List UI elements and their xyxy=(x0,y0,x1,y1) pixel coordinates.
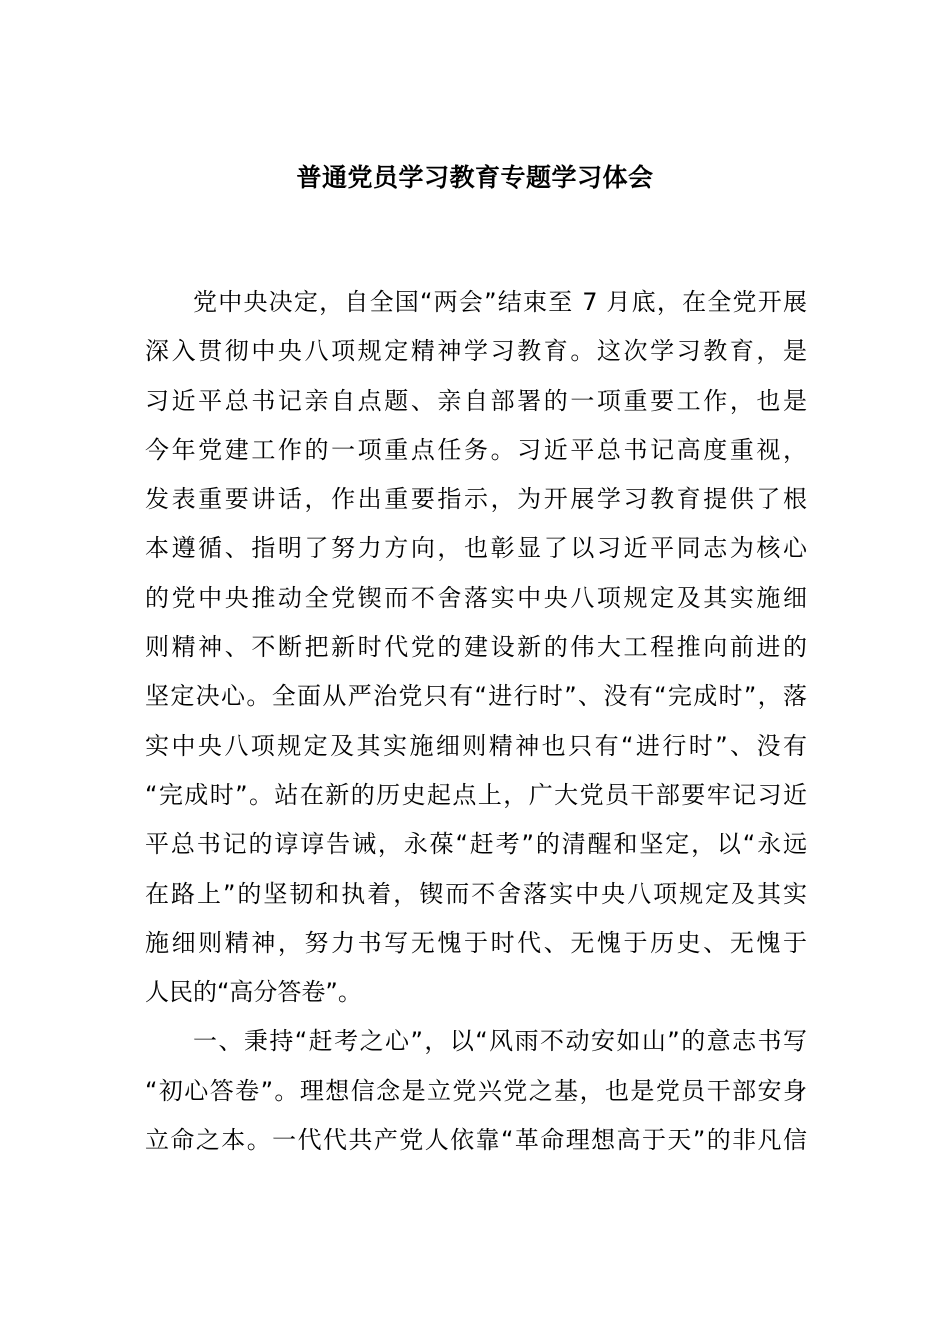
paragraph-1-line-6: 本遵循、指明了努力方向，也彰显了以习近平同志为核心 xyxy=(145,534,807,563)
paragraph-2-line-3: 立命之本。一代代共产党人依靠“革命理想高于天”的非凡信 xyxy=(145,1126,807,1155)
document-title: 普通党员学习教育专题学习体会 xyxy=(296,163,654,192)
paragraph-1-line-9: 坚定决心。全面从严治党只有“进行时”、没有“完成时”，落 xyxy=(145,682,807,711)
paragraph-1-line-13: 在路上”的坚韧和执着，锲而不舍落实中央八项规定及其实 xyxy=(145,879,807,908)
paragraph-2-line-1: 一、秉持“赶考之心”，以“风雨不动安如山”的意志书写 xyxy=(193,1027,807,1056)
paragraph-1-line-11: “完成时”。站在新的历史起点上，广大党员干部要牢记习近 xyxy=(145,780,807,809)
paragraph-1-line-15: 人民的“高分答卷”。 xyxy=(145,978,362,1007)
paragraph-1-line-7: 的党中央推动全党锲而不舍落实中央八项规定及其实施细 xyxy=(145,583,807,612)
paragraph-2-line-2: “初心答卷”。理想信念是立党兴党之基，也是党员干部安身 xyxy=(145,1076,807,1105)
paragraph-1-line-1: 党中央决定，自全国“两会”结束至 7 月底，在全党开展 xyxy=(193,288,807,316)
paragraph-1-line-8: 则精神、不断把新时代党的建设新的伟大工程推向前进的 xyxy=(145,633,807,662)
paragraph-1-line-2: 深入贯彻中央八项规定精神学习教育。这次学习教育，是 xyxy=(145,337,807,366)
paragraph-1-line-3: 习近平总书记亲自点题、亲自部署的一项重要工作，也是 xyxy=(145,386,807,415)
paragraph-1-line-4: 今年党建工作的一项重点任务。习近平总书记高度重视， xyxy=(145,435,807,464)
document-body xyxy=(145,278,807,1165)
paragraph-1-line-5: 发表重要讲话，作出重要指示，为开展学习教育提供了根 xyxy=(145,485,807,514)
paragraph-1-line-12: 平总书记的谆谆告诫，永葆“赶考”的清醒和坚定，以“永远 xyxy=(145,830,807,859)
paragraph-1-line-10: 实中央八项规定及其实施细则精神也只有“进行时”、没有 xyxy=(145,731,807,760)
paragraph-1-line-14: 施细则精神，努力书写无愧于时代、无愧于历史、无愧于 xyxy=(145,928,807,957)
